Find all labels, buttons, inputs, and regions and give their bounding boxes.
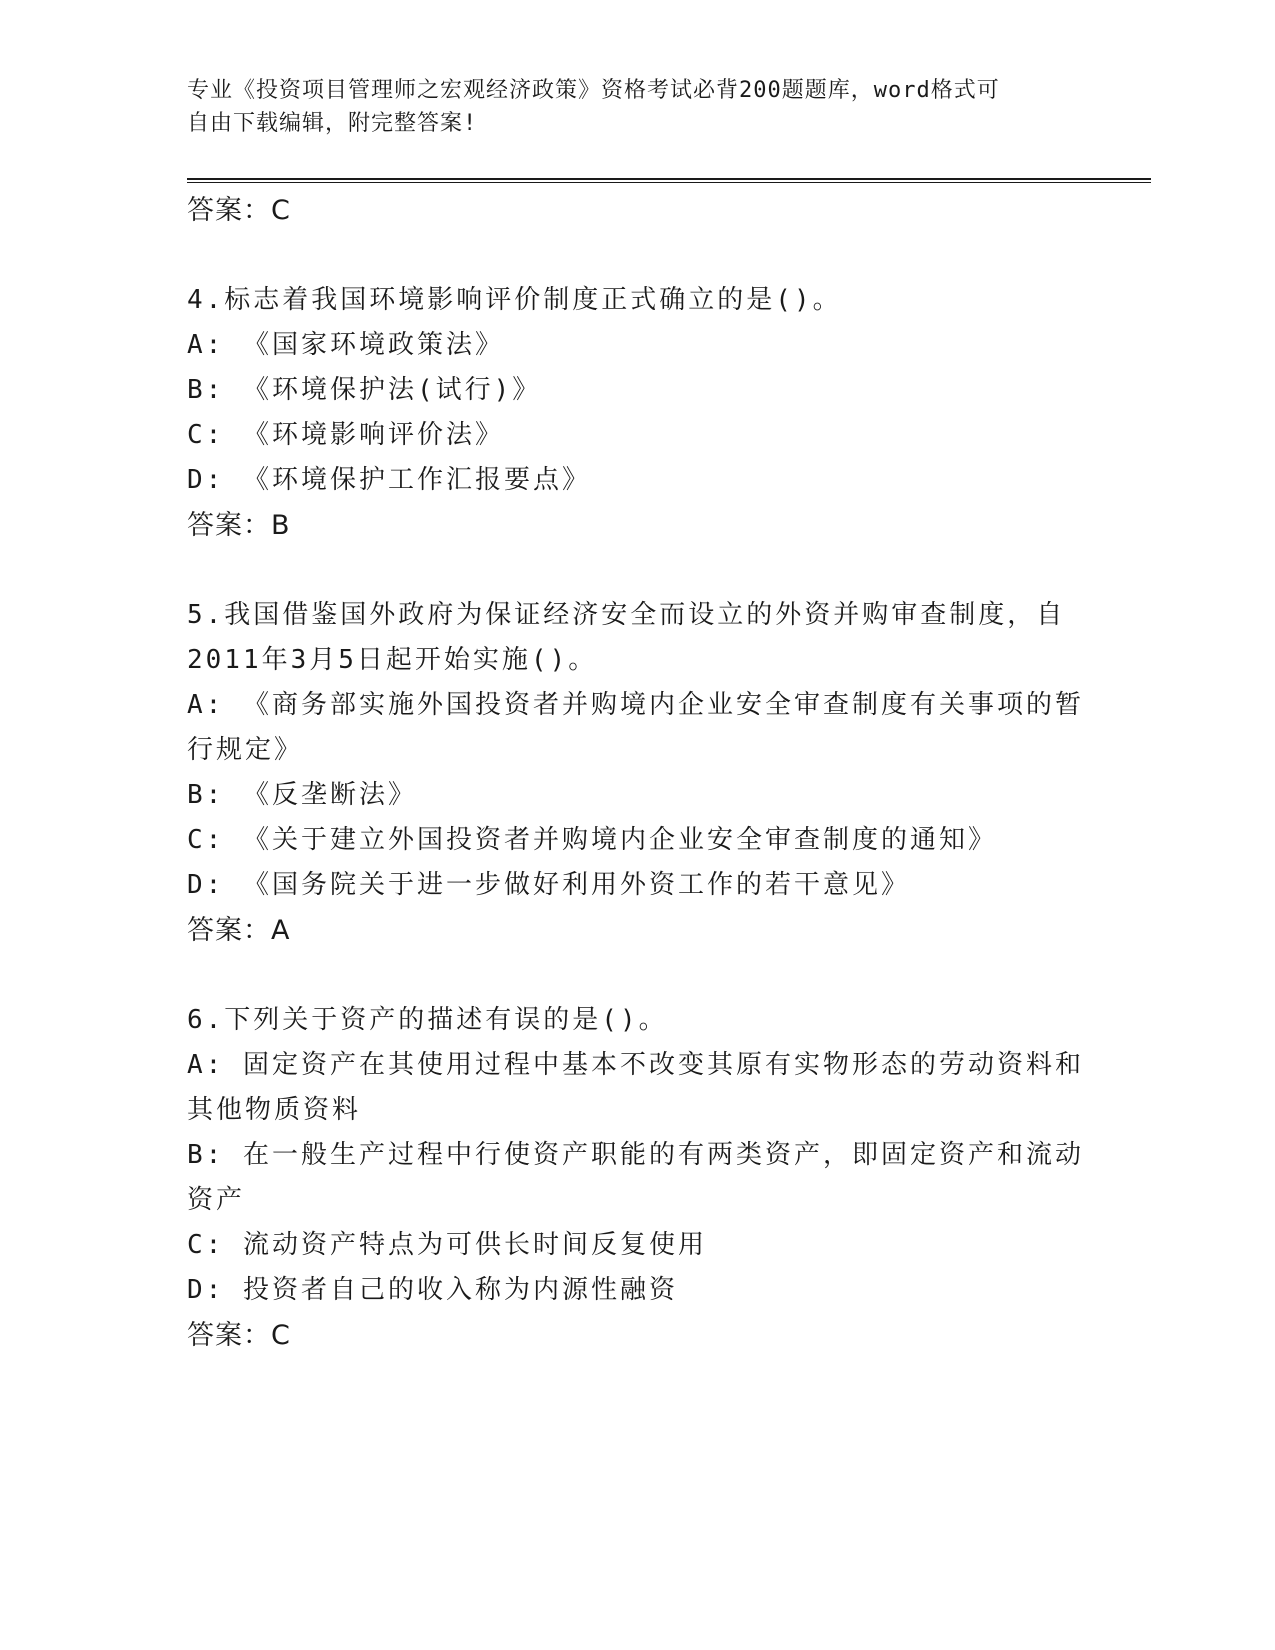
option-line: 其他物质资料 xyxy=(187,1095,362,1125)
option-line: A: 固定资产在其使用过程中基本不改变其原有实物形态的劳动资料和 xyxy=(187,1050,1084,1080)
option-line: D: 《环境保护工作汇报要点》 xyxy=(187,465,591,495)
option-line: D: 投资者自己的收入称为内源性融资 xyxy=(187,1275,678,1305)
header-line: 专业《投资项目管理师之宏观经济政策》资格考试必背200题题库，word格式可 xyxy=(187,78,1000,103)
question-stem: 6.下列关于资产的描述有误的是()。 xyxy=(187,1005,668,1035)
header-rule-thin xyxy=(187,182,1151,183)
option-line: A: 《商务部实施外国投资者并购境内企业安全审查制度有关事项的暂 xyxy=(187,690,1084,720)
option-line: B: 在一般生产过程中行使资产职能的有两类资产，即固定资产和流动 xyxy=(187,1140,1084,1170)
option-line: C: 流动资产特点为可供长时间反复使用 xyxy=(187,1230,707,1260)
question-list xyxy=(187,188,1107,1359)
question-stem: 2011年3月5日起开始实施()。 xyxy=(187,645,598,675)
question-stem: 4.标志着我国环境影响评价制度正式确立的是()。 xyxy=(187,285,842,315)
option-line: B: 《反垄断法》 xyxy=(187,780,417,810)
header-line: 自由下载编辑，附完整答案! xyxy=(187,111,478,136)
option-line: C: 《环境影响评价法》 xyxy=(187,420,504,450)
question-block xyxy=(187,998,1107,1359)
option-line: C: 《关于建立外国投资者并购境内企业安全审查制度的通知》 xyxy=(187,825,997,855)
answer-line: 答案：B xyxy=(187,510,291,541)
header-rule xyxy=(187,178,1151,180)
question-block xyxy=(187,593,1107,954)
question-block xyxy=(187,278,1107,549)
option-line: 资产 xyxy=(187,1185,246,1215)
question-stem: 5.我国借鉴国外政府为保证经济安全而设立的外资并购审查制度，自 xyxy=(187,600,1066,630)
option-line: D: 《国务院关于进一步做好利用外资工作的若干意见》 xyxy=(187,870,910,900)
answer-line: 答案：A xyxy=(187,915,291,946)
answer-line: 答案：C xyxy=(187,1320,291,1351)
option-line: 行规定》 xyxy=(187,735,304,765)
option-line: A: 《国家环境政策法》 xyxy=(187,330,504,360)
option-line: B: 《环境保护法(试行)》 xyxy=(187,375,542,405)
page-header xyxy=(187,74,1067,140)
answer-line: 答案：C xyxy=(187,195,291,226)
